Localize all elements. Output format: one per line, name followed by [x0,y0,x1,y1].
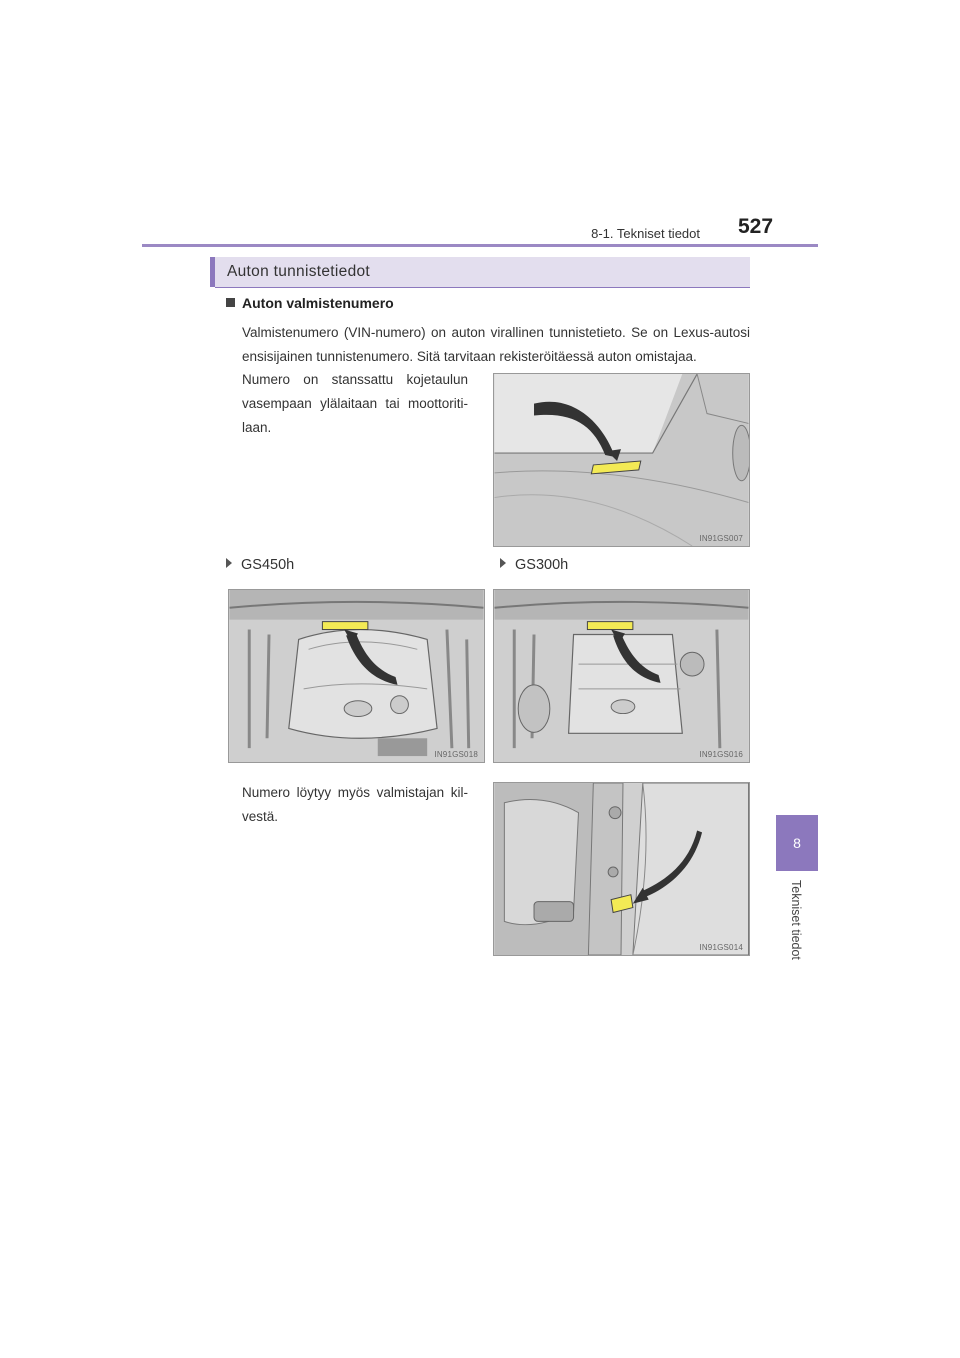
header-divider [142,244,818,247]
dashboard-paragraph: Numero on stanssattu kojetaulun vasempaan ylälaitaan tai moottoriti-laan. [242,372,468,435]
intro-paragraph: Valmistenumero (VIN-numero) on auton virallinen tunnistetieto. Se on Lexus-autosi ensisijainen tunnistenumero. Sitä tarvitaan rekisteröitäessä auton omistajaa. [242,325,750,364]
figure-code: IN91GS014 [699,943,743,952]
label-paragraph: Numero löytyy myös valmistajan kil-vestä. [242,785,468,824]
header-section-title: 8-1. Tekniset tiedot [591,226,700,241]
dashboard-vin-figure [493,373,750,547]
section-heading-text: Auton tunnistetiedot [227,263,371,280]
subsection-title: Auton valmistenumero [242,295,394,311]
door-pillar-illustration [494,783,749,955]
model-label-gs300h: GS300h [500,557,568,573]
figure-code: IN91GS016 [699,750,743,759]
section-heading [210,257,750,287]
door-label-figure [493,782,750,956]
triangle-bullet-icon [500,558,506,568]
chapter-tab-label: Tekniset tiedot [789,880,803,960]
page-number: 527 [738,215,774,238]
square-bullet-icon [226,298,235,307]
gs450h-engine-figure [228,589,485,763]
gs300h-engine-illustration [494,590,749,762]
subsection-heading [226,295,394,311]
chapter-tab: 8 [776,815,818,871]
dashboard-illustration [494,374,749,546]
model-label-gs450h: GS450h [226,557,294,573]
gs300h-engine-figure [493,589,750,763]
figure-code: IN91GS018 [434,750,478,759]
gs450h-engine-illustration [229,590,484,762]
triangle-bullet-icon [226,558,232,568]
figure-code: IN91GS007 [699,534,743,543]
